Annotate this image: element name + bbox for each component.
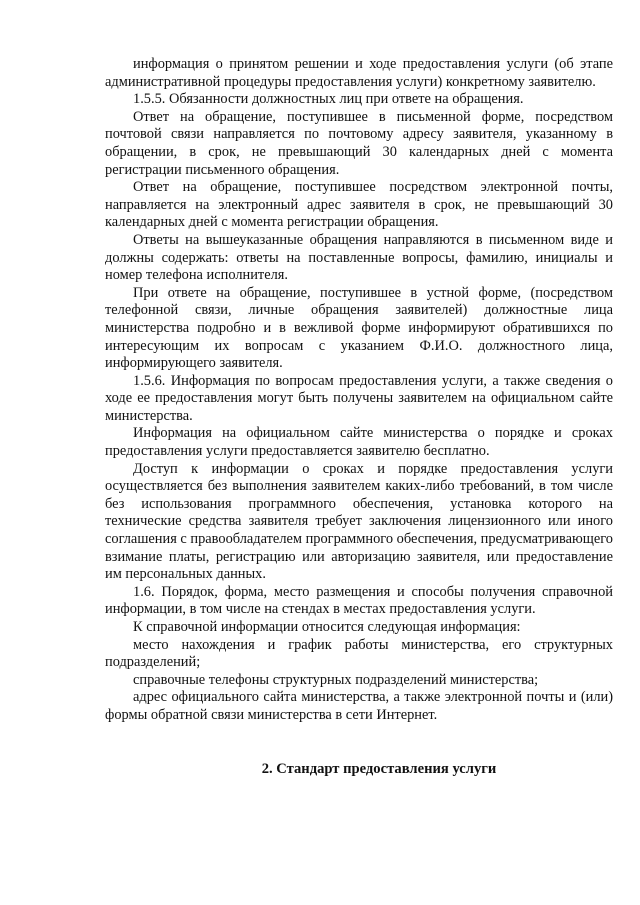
paragraph: К справочной информации относится следующая информация: (133, 619, 521, 635)
paragraph: При ответе на обращение, поступившее в устной форме, (посредством телефонной связи, личные обращения заявителей) должностные лица министерства подробно и в вежливой форме информируют обратившихся по интересующим их вопросам с указанием Ф.И.О. должностного лица, информирующего заявителя. (105, 284, 613, 372)
paragraph: Ответы на вышеуказанные обращения направляются в письменном виде и должны содержать: ответы на поставленные вопросы, фамилию, инициалы и номер телефона исполнителя. (105, 231, 613, 284)
paragraph: Ответ на обращение, поступившее посредством электронной почты, направляется на электронный адрес заявителя в срок, не превышающий 30 календарных дней с момента регистрации обращения. (105, 179, 613, 231)
paragraph: адрес официального сайта министерства, а также электронной почты и (или) формы обратной связи министерства в сети Интернет. (105, 689, 613, 723)
paragraph: информация о принятом решении и ходе предоставления услуги (об этапе административной процедуры предоставления услуги) конкретному заявителю. (105, 56, 613, 90)
paragraph: 1.5.6. Информация по вопросам предоставления услуги, а также сведения о ходе ее предоставления могут быть получены заявителем на официальном сайте министерства. (105, 372, 613, 424)
paragraph: 1.5.5. Обязанности должностных лиц при ответе на обращения. (133, 91, 524, 108)
paragraph: справочные телефоны структурных подразделений министерства; (133, 671, 539, 688)
paragraph: 1.6. Порядок, форма, место размещения и способы получения справочной информации, в том числе на стендах в местах предоставления услуги. (105, 583, 613, 618)
section-heading: 2. Стандарт предоставления услуги (261, 760, 497, 777)
document-page (105, 56, 613, 778)
paragraph: Ответ на обращение, поступившее в письменной форме, посредством почтовой связи направляется по почтовому адресу заявителя, указанному в обращении, в срок, не превышающий 30 календарных дней с момента регистрации письменного обращения. (105, 108, 613, 178)
paragraph: Информация на официальном сайте министерства о порядке и сроках предоставления услуги предоставляется заявителю бесплатно. (105, 425, 613, 460)
paragraph: место нахождения и график работы министерства, его структурных подразделений; (105, 636, 613, 671)
paragraph: Доступ к информации о сроках и порядке предоставления услуги осуществляется без выполнения заявителем каких-либо требований, в том числе без использования программного обеспечения, установка которого на технические средства заявителя требует заключения лицензионного или иного соглашения с правообладателем программного обеспечения, предусматривающего взимание платы, регистрацию или авторизацию заявителя, или предоставление им персональных данных. (105, 460, 613, 583)
